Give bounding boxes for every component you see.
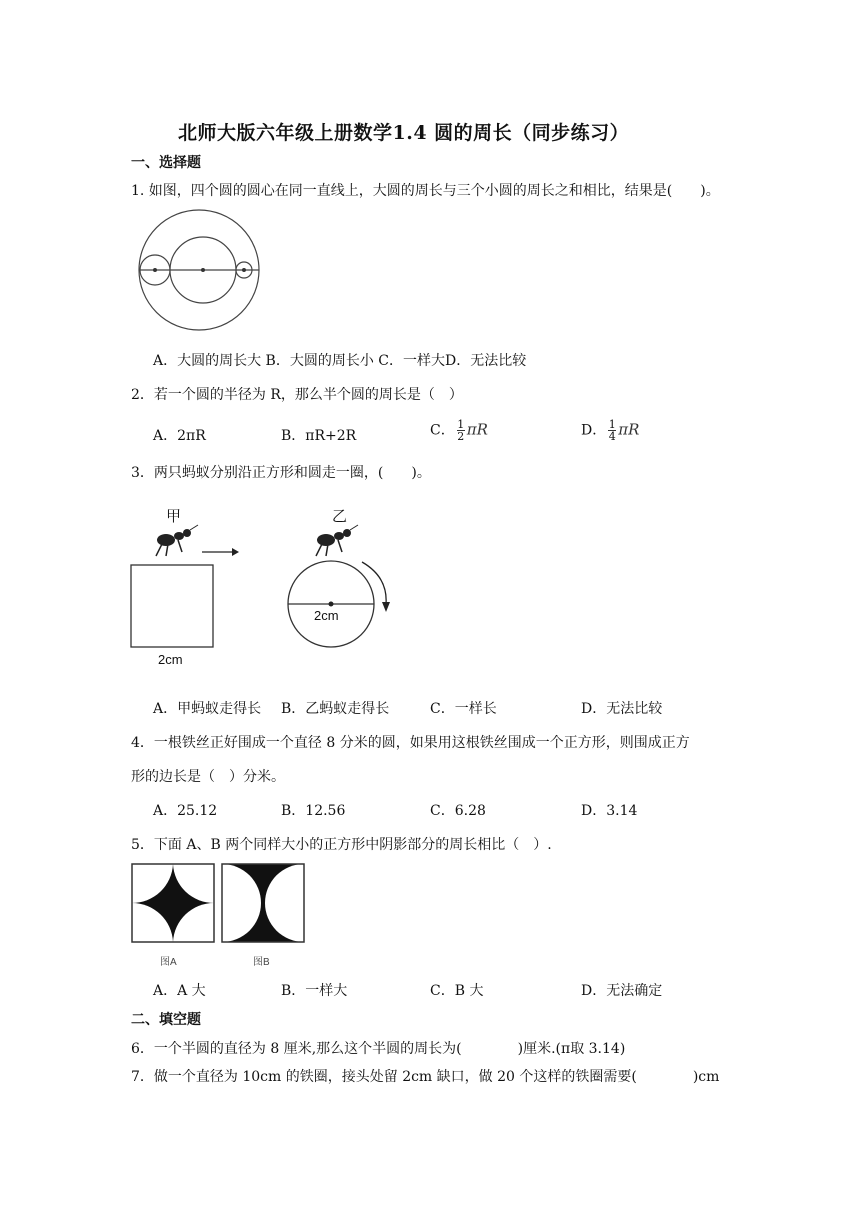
section-heading-choice: 一、选择题 <box>131 155 201 171</box>
question-5-option-b: B．一样大 <box>281 983 348 999</box>
figure-a-caption: 图A <box>160 957 177 968</box>
question-2-option-a: A．2πR <box>153 428 206 444</box>
question-5-figure <box>130 862 308 944</box>
question-3-figure <box>126 522 426 657</box>
question-4-line-1: 4．一根铁丝正好围成一个直径 8 分米的圆，如果用这根铁丝围成一个正方形，则围成正方 <box>131 735 690 751</box>
fraction-quarter: $\frac{1}{4}$ <box>608 418 616 443</box>
question-7-text: 7．做一个直径为 10cm 的铁圈，接头处留 2cm 缺口，做 20 个这样的铁圈需要( )cm <box>131 1069 720 1085</box>
ant-icon <box>156 525 198 556</box>
label-yi: 乙 <box>332 508 348 525</box>
question-5-option-d: D．无法确定 <box>581 983 663 999</box>
square-shape <box>131 565 213 647</box>
question-4-option-b: B．12.56 <box>281 803 346 819</box>
question-1-options: A．大圆的周长大 B．大圆的周长小 C．一样大D．无法比较 <box>153 353 527 369</box>
label-jia: 甲 <box>166 508 182 525</box>
square-caption: 2cm <box>158 652 183 667</box>
question-5-option-c: C．B 大 <box>430 983 484 999</box>
page-title: 北师大版六年级上册数学1.4 圆的周长（同步练习） <box>178 122 630 144</box>
question-1-figure <box>133 208 261 332</box>
circle-caption: 2cm <box>314 608 339 623</box>
question-4-option-c: C．6.28 <box>430 803 486 819</box>
question-2-option-d: D． $\frac{1}{4}$ πR <box>581 418 640 443</box>
question-4-option-d: D．3.14 <box>581 803 638 819</box>
figure-a <box>132 864 214 942</box>
question-6-text: 6．一个半圆的直径为 8 厘米,那么这个半圆的周长为( )厘米.(π取 3.14) <box>131 1041 626 1057</box>
figure-b <box>222 864 304 942</box>
arrow-right-icon <box>202 548 239 556</box>
question-5-text: 5．下面 A、B 两个同样大小的正方形中阴影部分的周长相比（ ）. <box>131 837 552 853</box>
question-3-option-c: C．一样长 <box>430 701 497 717</box>
question-2-option-c: C． $\frac{1}{2}$ πR <box>430 418 488 443</box>
question-3-option-d: D．无法比较 <box>581 701 663 717</box>
question-4-line-2: 形的边长是（ ）分米。 <box>131 769 285 785</box>
question-1-text: 1. 如图，四个圆的圆心在同一直线上，大圆的周长与三个小圆的周长之和相比，结果是( )。 <box>131 183 720 199</box>
question-2-option-b: B．πR+2R <box>281 428 357 444</box>
ant-icon <box>316 525 358 556</box>
section-heading-fill: 二、填空题 <box>131 1012 201 1028</box>
question-3-option-a: A．甲蚂蚁走得长 <box>153 701 262 717</box>
question-5-option-a: A．A 大 <box>153 983 206 999</box>
figure-b-caption: 图B <box>253 957 270 968</box>
question-4-option-a: A．25.12 <box>153 803 218 819</box>
fraction-half: $\frac{1}{2}$ <box>457 418 465 443</box>
question-2-text: 2．若一个圆的半径为 R，那么半个圆的周长是（ ） <box>131 387 463 403</box>
question-3-option-b: B．乙蚂蚁走得长 <box>281 701 390 717</box>
question-3-text: 3．两只蚂蚁分别沿正方形和圆走一圈，( )。 <box>131 465 431 481</box>
